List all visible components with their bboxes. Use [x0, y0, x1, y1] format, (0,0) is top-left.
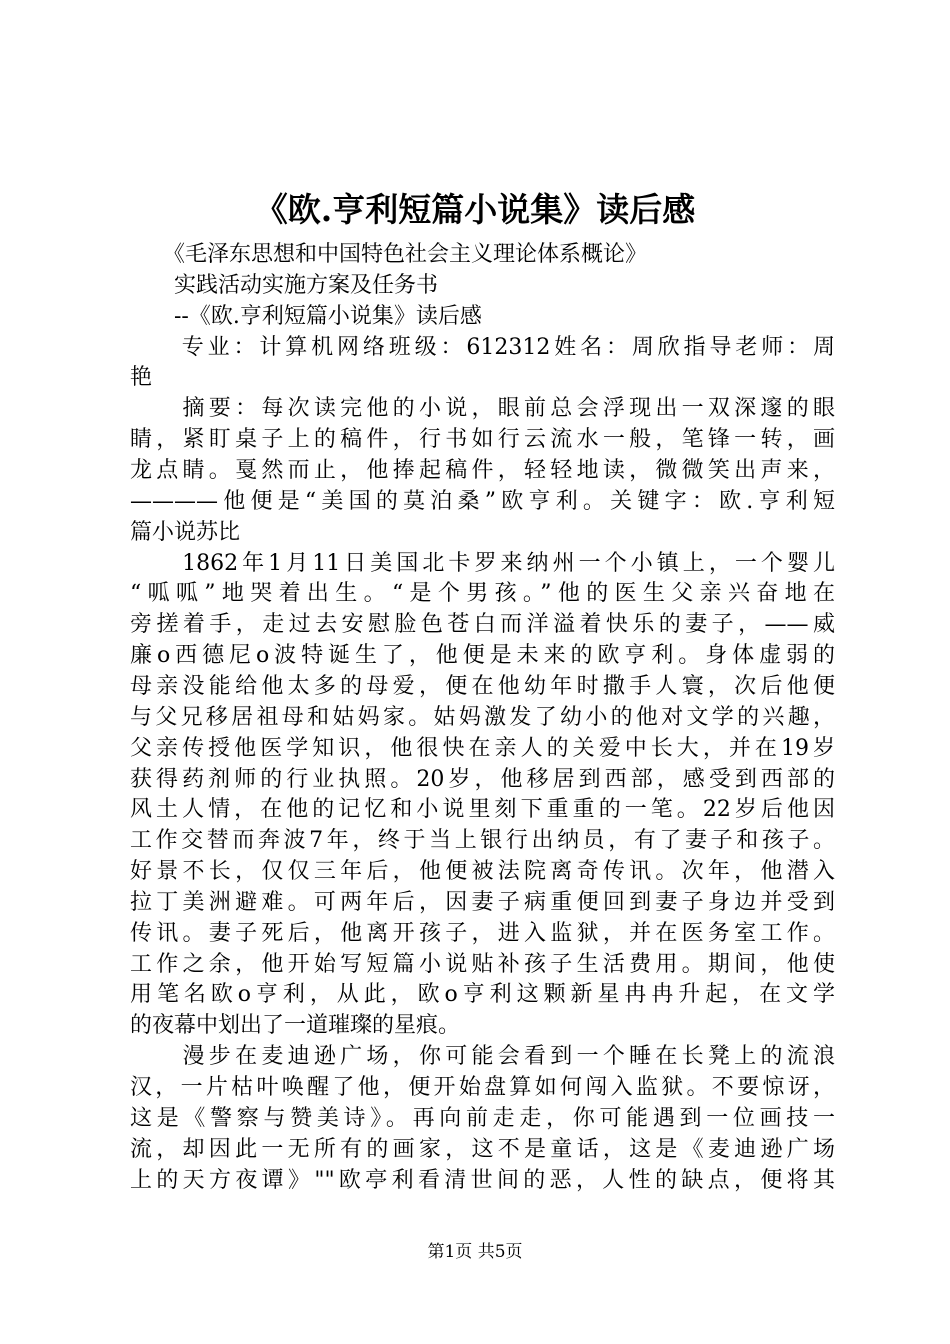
text-line: --《欧.亨利短篇小说集》读后感 — [130, 303, 482, 329]
text-line: 专业：计算机网络班级：612312姓名：周欣指导老师：周 — [130, 334, 835, 360]
text-line: 汉，一片枯叶唤醒了他，便开始盘算如何闯入监狱。不要惊讶， — [130, 1075, 835, 1100]
text-line: 流，却因此一无所有的画家，这不是童话，这是《麦迪逊广场 — [130, 1136, 835, 1162]
text-line: 传讯。妻子死后，他离开孩子，进入监狱，并在医务室工作。 — [130, 920, 835, 946]
text-line: 工作交替而奔波7年，终于当上银行出纳员，有了妻子和孩子。 — [130, 828, 835, 854]
text-line: 获得药剂师的行业执照。20岁，他移居到西部，感受到西部的 — [130, 766, 835, 792]
text-line: 篇小说苏比 — [130, 519, 241, 545]
text-line: 工作之余，他开始写短篇小说贴补孩子生活费用。期间，他使 — [130, 951, 835, 977]
text-line: 龙点睛。戛然而止，他捧起稿件，轻轻地读，微微笑出声来， — [130, 458, 835, 483]
text-line: 实践活动实施方案及任务书 — [130, 272, 439, 298]
text-line: ————他便是“美国的莫泊桑”欧亨利。关键字：欧.亨利短 — [130, 488, 835, 514]
text-line: 睛，紧盯桌子上的稿件，行书如行云流水一般，笔锋一转，画 — [130, 427, 835, 453]
text-line: 漫步在麦迪逊广场，你可能会看到一个睡在长凳上的流浪 — [130, 1044, 835, 1070]
text-line: 好景不长，仅仅三年后，他便被法院离奇传讯。次年，他潜入 — [130, 859, 835, 884]
text-line: 《毛泽东思想和中国特色社会主义理论体系概论》 — [130, 242, 648, 267]
document-title: 《欧.亨利短篇小说集》读后感 — [254, 190, 696, 229]
text-line: 与父兄移居祖母和姑妈家。姑妈激发了幼小的他对文学的兴趣， — [130, 704, 835, 730]
text-line: 摘要：每次读完他的小说，眼前总会浮现出一双深邃的眼 — [130, 396, 835, 422]
text-line: 艳 — [130, 365, 153, 391]
text-line: “呱呱”地哭着出生。“是个男孩。”他的医生父亲兴奋地在 — [130, 581, 835, 607]
text-line: 用笔名欧o亨利，从此，欧o亨利这颗新星冉冉升起，在文学 — [130, 982, 835, 1008]
text-line: 父亲传授他医学知识，他很快在亲人的关爱中长大，并在19岁 — [130, 735, 835, 761]
text-line: 上的天方夜谭》""欧亭利看清世间的恶，人性的缺点，便将其 — [130, 1167, 835, 1193]
text-line: 母亲没能给他太多的母爱，便在他幼年时撒手人寰，次后他便 — [130, 673, 835, 699]
text-line: 的夜幕中划出了一道璀璨的星痕。 — [130, 1013, 461, 1039]
page-footer: 第1页 共5页 — [427, 1242, 523, 1262]
text-line: 1862年1月11日美国北卡罗来纳州一个小镇上，一个婴儿 — [130, 550, 835, 576]
text-line: 廉o西德尼o波特诞生了，他便是未来的欧亨利。身体虚弱的 — [130, 643, 835, 668]
text-line: 风土人情，在他的记忆和小说里刻下重重的一笔。22岁后他因 — [130, 797, 835, 823]
text-line: 这是《警察与赞美诗》。再向前走走，你可能遇到一位画技一 — [130, 1105, 835, 1131]
text-line: 旁搓着手，走过去安慰脸色苍白而洋溢着快乐的妻子，——威 — [130, 612, 835, 638]
text-line: 拉丁美洲避难。可两年后，因妻子病重便回到妻子身边并受到 — [130, 889, 835, 915]
